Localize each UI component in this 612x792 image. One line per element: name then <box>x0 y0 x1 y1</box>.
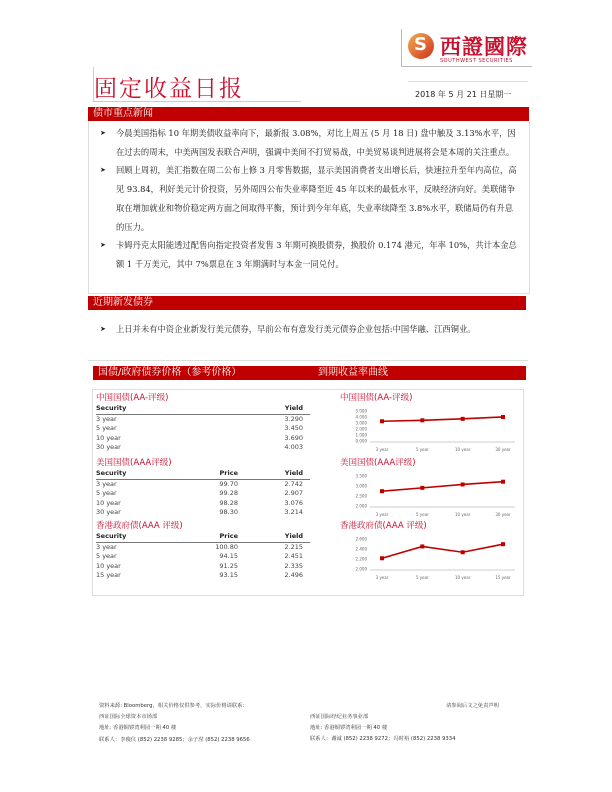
table-header <box>96 469 310 480</box>
section-header-curve: 到期收益率曲线 <box>310 366 526 380</box>
table-cell: 3 year <box>96 542 117 551</box>
table-cell: 2.335 <box>284 561 303 570</box>
table-cell <box>186 415 238 425</box>
x-tick-label: 3 year <box>375 447 389 452</box>
y-tick-label: 3.500 <box>355 473 367 479</box>
table-cell: 3.450 <box>284 424 303 432</box>
table-cell: 2.742 <box>284 479 303 488</box>
logo-cn: 西證國際 <box>440 35 528 59</box>
disclaimer-note: 请参阅后文之免责声明 <box>446 703 499 709</box>
y-tick-label: 3.000 <box>355 420 367 426</box>
table-row <box>96 424 310 434</box>
table-cell: 15 year <box>96 571 121 579</box>
table-cell <box>186 434 238 444</box>
y-tick-label: 2.000 <box>355 426 367 432</box>
news-item: ➤ 今晨美国指标 10 年期美债收益率向下，最新报 3.08%，对比上周五 (5 月 18 日) 盘中触及 3.13%水平，因在过去的周末，中美两国发表联合声明，强调中美间不打贸易战，中美贸易谈判进展将会是本周的关注重点。 <box>100 124 520 161</box>
footer-right: 西证国际经纪业务事业部 地址: 香港铜锣湾利园一期 40 楼 联系人：谢诚 (852) 2238 9272；冯时裕 (852) 2238 9334 <box>310 714 456 743</box>
y-tick-label: 0.000 <box>355 438 367 444</box>
column-header: Price <box>219 532 238 540</box>
data-point <box>420 544 424 548</box>
table-cell: 10 year <box>96 498 121 507</box>
table-cell: 2.496 <box>284 571 303 579</box>
news-item: ➤ 卡姆丹克太阳能透过配售向指定投资者发售 3 年期可换股债券，换股价 0.174 港元，年率 10%，共计本金总额 1 千万美元，其中 7%票息在 3 年期满时与本金一同兑付。 <box>100 236 520 273</box>
table-cell: 100.80 <box>215 542 238 551</box>
section-header-prices: 国债/政府债券价格（参考价格） <box>93 366 315 380</box>
chart-title: 美国国债(AAA评级) <box>340 458 416 468</box>
table-row <box>96 571 310 581</box>
y-tick-label: 2.500 <box>355 493 367 499</box>
news-item: ➤ 上日并未有中资企业新发行美元债券，早前公布有意发行美元债券企业包括:中国华融、江西铜业。 <box>100 320 520 339</box>
y-tick-label: 3.000 <box>355 483 367 489</box>
series-line <box>382 417 503 421</box>
table-header <box>96 532 310 543</box>
table-cell: 5 year <box>96 424 117 432</box>
yield-curve-chart <box>340 391 520 459</box>
x-tick-label: 10 year <box>455 447 471 452</box>
table-title: 中国国债(AA-评级) <box>96 393 169 403</box>
table-row <box>96 499 310 509</box>
table-cell: 98.30 <box>219 508 238 516</box>
table-title: 美国国债(AAA评级) <box>96 458 172 468</box>
footer-left: 资料来源: Bloomberg，相关价格仅供参考，实际价格请联系: 西证国际全球资本市场部 地址: 香港铜锣湾利园一期 40 楼 联系人：李俊仪 (852) 2238 9285；余子滢 (852) 2238 9656 <box>99 703 250 743</box>
chart-title: 香港政府债(AAA 评级) <box>340 521 427 531</box>
table-row <box>96 489 310 499</box>
column-header: Security <box>96 404 127 412</box>
news-list <box>100 124 520 274</box>
y-tick-label: 5.000 <box>355 408 367 414</box>
column-header: Security <box>96 532 127 540</box>
table-row <box>96 415 310 425</box>
table-cell: 5 year <box>96 552 117 560</box>
column-header: Yield <box>284 469 303 477</box>
table-cell: 91.25 <box>219 561 238 570</box>
x-tick-label: 3 year <box>375 575 389 580</box>
logo-mark-icon: S <box>408 33 434 59</box>
chart-plot <box>340 403 520 455</box>
y-tick-label: 2.200 <box>355 556 367 562</box>
bullet-arrow-icon: ➤ <box>100 241 106 250</box>
y-tick-label: 4.000 <box>355 414 367 420</box>
table-cell: 3 year <box>96 479 117 488</box>
new-bonds-list <box>100 320 520 339</box>
yield-curve-chart <box>340 456 520 524</box>
x-tick-label: 5 year <box>415 447 429 452</box>
column-header: Price <box>219 469 238 477</box>
table-cell: 5 year <box>96 489 117 497</box>
table-row <box>96 508 310 518</box>
x-tick-label: 30 year <box>495 512 511 517</box>
data-point <box>380 419 384 423</box>
bullet-arrow-icon: ➤ <box>100 129 106 137</box>
table-title: 香港政府债(AAA 评级) <box>96 521 183 531</box>
table-cell: 10 year <box>96 433 121 442</box>
section-header-new-bonds: 近期新发债券 <box>88 296 526 310</box>
data-point <box>380 556 384 560</box>
table-cell: 4.003 <box>284 443 303 451</box>
table-cell: 2.907 <box>284 489 303 497</box>
data-point <box>461 482 465 486</box>
table-cell: 99.28 <box>219 489 238 497</box>
table-cell <box>186 443 238 453</box>
x-tick-label: 10 year <box>455 512 471 517</box>
column-header: Yield <box>284 532 303 540</box>
table-cell: 3 year <box>96 414 117 423</box>
table-row <box>96 562 310 572</box>
data-point <box>501 542 505 546</box>
table-cell: 93.15 <box>219 571 238 579</box>
bullet-arrow-icon: ➤ <box>100 325 106 333</box>
table-cell: 98.28 <box>219 498 238 507</box>
section-header-news: 债市重点新闻 <box>88 107 529 121</box>
logo-en: SOUTHWEST SECURITIES <box>440 58 513 64</box>
table-cell: 30 year <box>96 508 121 516</box>
data-point <box>461 417 465 421</box>
x-tick-label: 5 year <box>415 512 429 517</box>
table-cell: 94.15 <box>219 552 238 560</box>
y-tick-label: 2.400 <box>355 546 367 552</box>
y-tick-label: 2.600 <box>355 536 367 542</box>
y-tick-label: 1.000 <box>355 432 367 438</box>
table-cell <box>186 424 238 434</box>
column-header: Yield <box>284 404 303 412</box>
company-logo <box>401 29 532 67</box>
data-point <box>380 489 384 493</box>
table-cell: 30 year <box>96 443 121 451</box>
news-item: ➤ 回顾上周初，美汇指数在周二公布上修 3 月零售数据，显示美国消费者支出增长后，快速拉升至年内高位，高见 93.84，利好美元计价投资，另外周四公布失业率降至近 45 年以来的最低水平，反映经济向好。美联储争取在增加就业和物价稳定两方面之间取得平衡，预计到今年年底，失业率续降至 3.8%水平，联储局仍有升息的压力。 <box>100 161 520 236</box>
data-point <box>501 415 505 419</box>
column-header: Security <box>96 469 127 477</box>
table-header <box>96 404 310 415</box>
table-row <box>96 552 310 562</box>
report-title: 固定收益日报 <box>94 76 244 102</box>
data-point <box>420 418 424 422</box>
table-row <box>96 543 310 553</box>
table-row <box>96 443 310 453</box>
x-tick-label: 5 year <box>415 575 429 580</box>
series-line <box>382 482 503 491</box>
x-tick-label: 30 year <box>495 447 511 452</box>
y-tick-label: 2.000 <box>355 566 367 572</box>
table-row <box>96 434 310 444</box>
bond-table <box>96 391 310 453</box>
table-cell: 3.214 <box>284 508 303 516</box>
table-cell: 99.70 <box>219 479 238 488</box>
report-date: 2018 年 5 月 21 日星期一 <box>415 90 512 99</box>
chart-plot <box>340 531 520 583</box>
data-point <box>461 550 465 554</box>
table-cell: 10 year <box>96 561 121 570</box>
x-tick-label: 10 year <box>455 575 471 580</box>
data-point <box>420 486 424 490</box>
x-tick-label: 15 year <box>495 575 511 580</box>
bond-table <box>96 456 310 518</box>
y-tick-label: 2.000 <box>355 503 367 509</box>
yield-curve-chart <box>340 519 520 587</box>
bond-table <box>96 519 310 581</box>
divider <box>408 81 528 82</box>
table-cell: 3.290 <box>284 414 303 423</box>
data-point <box>501 480 505 484</box>
table-cell: 3.076 <box>284 498 303 507</box>
x-tick-label: 3 year <box>375 512 389 517</box>
series-line <box>382 544 503 558</box>
chart-plot <box>340 468 520 520</box>
table-row <box>96 480 310 490</box>
table-cell: 2.451 <box>284 552 303 560</box>
column-header <box>186 404 238 414</box>
divider <box>88 360 528 361</box>
chart-title: 中国国债(AA-评级) <box>340 393 413 403</box>
table-cell: 3.690 <box>284 433 303 442</box>
table-cell: 2.215 <box>284 542 303 551</box>
bullet-arrow-icon: ➤ <box>100 166 106 175</box>
